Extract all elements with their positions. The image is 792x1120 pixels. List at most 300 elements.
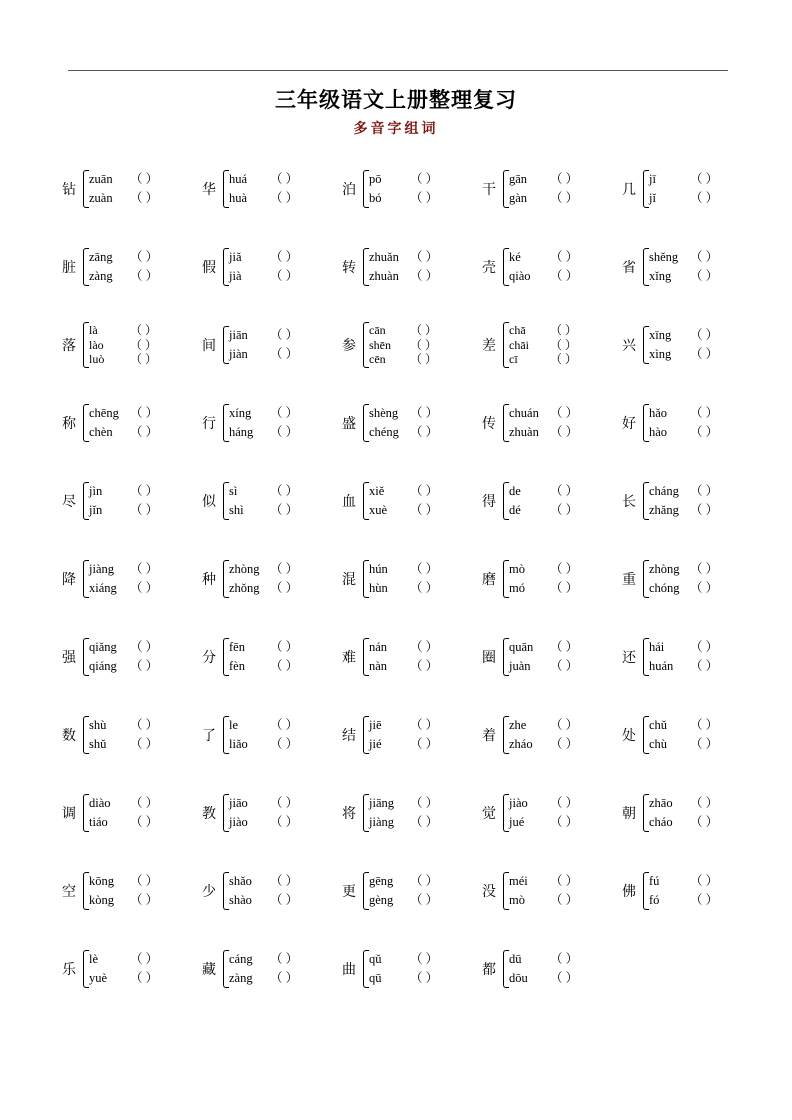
pinyin-label: jìn: [89, 483, 103, 498]
answer-blank[interactable]: （ ）: [410, 873, 439, 888]
answer-blank[interactable]: （ ）: [410, 249, 439, 264]
pinyin-label: lè: [89, 951, 99, 966]
brace-bracket: [80, 164, 88, 214]
answer-blank[interactable]: （ ）: [130, 269, 159, 283]
answer-blank[interactable]: （ ）: [550, 171, 579, 186]
pinyin-label: xuè: [369, 503, 388, 517]
pinyin-label: méi: [509, 873, 528, 888]
character-head: 好: [622, 417, 636, 432]
answer-blank[interactable]: （ ）: [550, 737, 579, 751]
reading-entry: [89, 891, 198, 910]
reading-list: [229, 700, 338, 770]
reading-entry: [649, 794, 758, 813]
character-head: 着: [482, 729, 496, 744]
brace-bracket: [220, 242, 228, 292]
brace-bracket: [640, 398, 648, 448]
character-head: 称: [62, 417, 76, 432]
pinyin-label: jiǎ: [229, 249, 242, 264]
pinyin-label: zàng: [89, 269, 113, 283]
polyphone-row: [58, 386, 758, 460]
answer-blank[interactable]: （ ）: [550, 659, 579, 673]
answer-blank[interactable]: （ ）: [130, 659, 159, 673]
polyphone-group: [338, 698, 478, 772]
reading-entry: [369, 891, 478, 910]
answer-blank[interactable]: （ ）: [270, 639, 299, 654]
answer-blank[interactable]: （ ）: [690, 737, 719, 751]
reading-entry: [229, 404, 338, 423]
answer-blank[interactable]: （ ）: [270, 873, 299, 888]
answer-blank[interactable]: （ ）: [270, 171, 299, 186]
answer-blank[interactable]: （ ）: [270, 893, 299, 907]
reading-list: [649, 622, 758, 692]
answer-blank[interactable]: （ ）: [550, 425, 579, 439]
answer-blank[interactable]: （ ）: [690, 795, 719, 810]
reading-entry: [649, 501, 758, 520]
answer-blank[interactable]: （ ）: [550, 717, 579, 732]
brace-bracket: [220, 866, 228, 916]
answer-blank[interactable]: （ ）: [130, 323, 158, 338]
brace-bracket: [220, 554, 228, 604]
character-head: 传: [482, 417, 496, 432]
answer-blank[interactable]: （ ）: [550, 795, 579, 810]
answer-blank[interactable]: （ ）: [690, 327, 719, 342]
reading-entry: [369, 482, 478, 501]
answer-blank[interactable]: （ ）: [690, 581, 719, 595]
reading-entry: [89, 813, 198, 832]
reading-entry: [229, 345, 338, 364]
brace-bracket: [80, 554, 88, 604]
answer-blank[interactable]: （ ）: [270, 405, 299, 420]
character-head: 乐: [62, 963, 76, 978]
reading-entry: [89, 716, 198, 735]
answer-blank[interactable]: （ ）: [270, 269, 299, 283]
answer-blank[interactable]: （ ）: [690, 347, 719, 361]
polyphone-row: [58, 542, 758, 616]
reading-entry: [229, 170, 338, 189]
brace-bracket: [220, 164, 228, 214]
polyphone-group: [338, 152, 478, 226]
pinyin-label: yuè: [89, 971, 108, 985]
answer-blank[interactable]: （ ）: [270, 971, 299, 985]
reading-entry: [509, 482, 618, 501]
polyphone-group: [338, 308, 478, 382]
polyphone-group: [198, 698, 338, 772]
reading-entry: [509, 891, 618, 910]
answer-blank[interactable]: （ ）: [410, 815, 439, 829]
brace-bracket: [80, 242, 88, 292]
character-head: 干: [482, 183, 496, 198]
answer-blank[interactable]: （ ）: [130, 337, 158, 352]
pinyin-label: zàng: [229, 971, 253, 985]
answer-blank[interactable]: （ ）: [410, 717, 439, 732]
pinyin-label: jī: [649, 171, 656, 186]
answer-blank[interactable]: （ ）: [410, 561, 439, 576]
answer-blank[interactable]: （ ）: [690, 405, 719, 420]
answer-blank[interactable]: （ ）: [550, 581, 579, 595]
answer-blank[interactable]: （ ）: [690, 815, 719, 829]
answer-blank[interactable]: （ ）: [690, 659, 719, 673]
answer-blank[interactable]: （ ）: [550, 503, 579, 517]
answer-blank[interactable]: （ ）: [690, 483, 719, 498]
character-head: 强: [62, 651, 76, 666]
answer-blank[interactable]: （ ）: [550, 352, 578, 367]
answer-blank[interactable]: （ ）: [690, 269, 719, 283]
reading-list: [89, 934, 198, 1004]
polyphone-group: [58, 698, 198, 772]
reading-entry: [229, 950, 338, 969]
character-head: 差: [482, 339, 496, 354]
pinyin-label: xīng: [649, 327, 672, 342]
answer-blank[interactable]: （ ）: [270, 795, 299, 810]
answer-blank[interactable]: （ ）: [690, 893, 719, 907]
answer-blank[interactable]: （ ）: [130, 171, 159, 186]
polyphone-group: [58, 386, 198, 460]
polyphone-row: [58, 776, 758, 850]
pinyin-label: jiàng: [369, 815, 394, 829]
pinyin-label: chù: [649, 737, 668, 751]
reading-list: [509, 544, 618, 614]
answer-blank[interactable]: （ ）: [410, 951, 439, 966]
reading-entry: [649, 872, 758, 891]
reading-list: [509, 232, 618, 302]
polyphone-group: [478, 932, 618, 1006]
reading-list: [509, 934, 618, 1004]
character-head: 壳: [482, 261, 496, 276]
pinyin-label: qiào: [509, 269, 531, 283]
character-head: 转: [342, 261, 356, 276]
brace-bracket: [500, 398, 508, 448]
character-head: 藏: [202, 963, 216, 978]
answer-blank[interactable]: （ ）: [410, 581, 439, 595]
reading-entry: [369, 248, 478, 267]
answer-blank[interactable]: （ ）: [410, 269, 439, 283]
reading-list: [229, 232, 338, 302]
pinyin-label: shào: [229, 893, 252, 907]
answer-blank[interactable]: （ ）: [410, 405, 439, 420]
character-head: 长: [622, 495, 636, 510]
pinyin-label: fèn: [229, 659, 245, 673]
reading-entry: [89, 338, 198, 353]
polyphone-row: [58, 698, 758, 772]
answer-blank[interactable]: （ ）: [550, 249, 579, 264]
answer-blank[interactable]: （ ）: [130, 717, 159, 732]
reading-entry: [369, 813, 478, 832]
reading-entry: [649, 267, 758, 286]
answer-blank[interactable]: （ ）: [270, 951, 299, 966]
answer-blank[interactable]: （ ）: [130, 795, 159, 810]
reading-entry: [369, 950, 478, 969]
reading-list: [649, 232, 758, 302]
answer-blank[interactable]: （ ）: [130, 352, 158, 367]
answer-blank[interactable]: （ ）: [410, 483, 439, 498]
reading-entry: [509, 813, 618, 832]
answer-blank[interactable]: （ ）: [270, 503, 299, 517]
character-head: 分: [202, 651, 216, 666]
answer-blank[interactable]: （ ）: [270, 249, 299, 264]
pinyin-label: chā: [509, 323, 526, 338]
answer-blank[interactable]: （ ）: [550, 337, 578, 352]
answer-blank[interactable]: （ ）: [270, 327, 299, 342]
character-head: 没: [482, 885, 496, 900]
answer-blank[interactable]: （ ）: [270, 347, 299, 361]
answer-blank[interactable]: （ ）: [130, 425, 159, 439]
reading-entry: [649, 813, 758, 832]
answer-blank[interactable]: （ ）: [550, 951, 579, 966]
reading-entry: [509, 969, 618, 988]
reading-entry: [369, 657, 478, 676]
answer-blank[interactable]: （ ）: [270, 561, 299, 576]
polyphone-group: [198, 152, 338, 226]
brace-bracket: [360, 320, 368, 370]
pinyin-label: chuán: [509, 405, 539, 420]
character-head: 参: [342, 339, 356, 354]
brace-bracket: [360, 242, 368, 292]
reading-entry: [89, 170, 198, 189]
answer-blank[interactable]: （ ）: [550, 191, 579, 205]
reading-entry: [369, 338, 478, 353]
brace-bracket: [220, 398, 228, 448]
answer-blank[interactable]: （ ）: [410, 737, 439, 751]
brace-bracket: [500, 476, 508, 526]
polyphone-group: [58, 854, 198, 928]
reading-list: [369, 154, 478, 224]
reading-entry: [89, 404, 198, 423]
brace-bracket: [80, 788, 88, 838]
pinyin-label: xǐng: [649, 269, 672, 283]
reading-entry: [649, 638, 758, 657]
polyphone-grid: [58, 152, 758, 1010]
answer-blank[interactable]: （ ）: [550, 483, 579, 498]
polyphone-group: [478, 698, 618, 772]
character-head: 盛: [342, 417, 356, 432]
pinyin-label: fó: [649, 893, 660, 907]
answer-blank[interactable]: （ ）: [270, 191, 299, 205]
reading-entry: [509, 794, 618, 813]
reading-list: [369, 856, 478, 926]
character-head: 兴: [622, 339, 636, 354]
pinyin-label: shèng: [369, 405, 399, 420]
answer-blank[interactable]: （ ）: [690, 717, 719, 732]
reading-entry: [509, 716, 618, 735]
reading-entry: [229, 813, 338, 832]
answer-blank[interactable]: （ ）: [550, 971, 579, 985]
pinyin-label: zāng: [89, 249, 113, 264]
answer-blank[interactable]: （ ）: [550, 269, 579, 283]
brace-bracket: [220, 710, 228, 760]
answer-blank[interactable]: （ ）: [130, 483, 159, 498]
pinyin-label: jiē: [369, 717, 382, 732]
character-head: 泊: [342, 183, 356, 198]
reading-entry: [369, 579, 478, 598]
answer-blank[interactable]: （ ）: [270, 737, 299, 751]
brace-bracket: [360, 554, 368, 604]
answer-blank[interactable]: （ ）: [410, 425, 439, 439]
answer-blank[interactable]: （ ）: [690, 425, 719, 439]
pinyin-label: mò: [509, 893, 525, 907]
reading-list: [369, 466, 478, 536]
pinyin-label: shěng: [649, 249, 679, 264]
reading-entry: [229, 657, 338, 676]
reading-entry: [229, 189, 338, 208]
answer-blank[interactable]: （ ）: [690, 191, 719, 205]
answer-blank[interactable]: （ ）: [130, 951, 159, 966]
answer-blank[interactable]: （ ）: [130, 639, 159, 654]
pinyin-label: cān: [369, 323, 386, 338]
polyphone-group: [58, 776, 198, 850]
polyphone-group: [618, 386, 758, 460]
brace-bracket: [500, 788, 508, 838]
answer-blank[interactable]: （ ）: [270, 483, 299, 498]
reading-entry: [369, 638, 478, 657]
reading-entry: [649, 170, 758, 189]
brace-bracket: [500, 320, 508, 370]
answer-blank[interactable]: （ ）: [550, 323, 578, 338]
character-head: 似: [202, 495, 216, 510]
answer-blank[interactable]: （ ）: [690, 249, 719, 264]
pinyin-label: fēn: [229, 639, 245, 654]
answer-blank[interactable]: （ ）: [410, 337, 438, 352]
answer-blank[interactable]: （ ）: [130, 815, 159, 829]
answer-blank[interactable]: （ ）: [130, 893, 159, 907]
answer-blank[interactable]: （ ）: [690, 873, 719, 888]
brace-bracket: [360, 788, 368, 838]
pinyin-label: xíng: [229, 405, 252, 420]
answer-blank[interactable]: （ ）: [550, 639, 579, 654]
reading-entry: [509, 404, 618, 423]
answer-blank[interactable]: （ ）: [410, 639, 439, 654]
polyphone-group: [618, 308, 758, 382]
answer-blank[interactable]: （ ）: [130, 873, 159, 888]
reading-entry: [229, 579, 338, 598]
reading-list: [369, 388, 478, 458]
reading-entry: [369, 404, 478, 423]
reading-entry: [89, 950, 198, 969]
answer-blank[interactable]: （ ）: [130, 561, 159, 576]
answer-blank[interactable]: （ ）: [130, 503, 159, 517]
character-head: 还: [622, 651, 636, 666]
answer-blank[interactable]: （ ）: [410, 191, 439, 205]
character-head: 圈: [482, 651, 496, 666]
answer-blank[interactable]: （ ）: [550, 815, 579, 829]
polyphone-group: [478, 542, 618, 616]
polyphone-group: [618, 698, 758, 772]
pinyin-label: pō: [369, 171, 382, 186]
brace-bracket: [640, 164, 648, 214]
reading-entry: [509, 170, 618, 189]
answer-blank[interactable]: （ ）: [410, 795, 439, 810]
answer-blank[interactable]: （ ）: [410, 971, 439, 985]
pinyin-label: qū: [369, 971, 382, 985]
reading-entry: [649, 189, 758, 208]
answer-blank[interactable]: （ ）: [130, 191, 159, 205]
polyphone-group: [338, 464, 478, 538]
answer-blank[interactable]: （ ）: [410, 659, 439, 673]
answer-blank[interactable]: （ ）: [270, 815, 299, 829]
answer-blank[interactable]: （ ）: [410, 171, 439, 186]
reading-entry: [369, 189, 478, 208]
reading-entry: [509, 735, 618, 754]
reading-list: [509, 154, 618, 224]
brace-bracket: [360, 164, 368, 214]
polyphone-group: [338, 854, 478, 928]
pinyin-label: gān: [509, 171, 528, 186]
character-head: 脏: [62, 261, 76, 276]
pinyin-label: xìng: [649, 347, 672, 361]
pinyin-label: jié: [369, 737, 382, 751]
reading-entry: [509, 501, 618, 520]
answer-blank[interactable]: （ ）: [130, 737, 159, 751]
reading-entry: [89, 969, 198, 988]
answer-blank[interactable]: （ ）: [270, 659, 299, 673]
answer-blank[interactable]: （ ）: [130, 971, 159, 985]
answer-blank[interactable]: （ ）: [410, 323, 438, 338]
answer-blank[interactable]: （ ）: [410, 503, 439, 517]
pinyin-label: liǎo: [229, 737, 248, 751]
polyphone-group: [198, 542, 338, 616]
reading-entry: [89, 560, 198, 579]
character-head: 调: [62, 807, 76, 822]
polyphone-group: [198, 230, 338, 304]
reading-entry: [509, 657, 618, 676]
reading-entry: [509, 950, 618, 969]
answer-blank[interactable]: （ ）: [550, 561, 579, 576]
character-head: 将: [342, 807, 356, 822]
polyphone-group: [58, 308, 198, 382]
answer-blank[interactable]: （ ）: [550, 893, 579, 907]
answer-blank[interactable]: （ ）: [690, 561, 719, 576]
reading-entry: [509, 248, 618, 267]
character-head: 结: [342, 729, 356, 744]
reading-entry: [229, 267, 338, 286]
answer-blank[interactable]: （ ）: [130, 581, 159, 595]
pinyin-label: kòng: [89, 893, 114, 907]
brace-bracket: [640, 320, 648, 370]
reading-entry: [89, 423, 198, 442]
polyphone-group: [58, 542, 198, 616]
pinyin-label: cháng: [649, 483, 679, 498]
answer-blank[interactable]: （ ）: [410, 893, 439, 907]
answer-blank[interactable]: （ ）: [550, 405, 579, 420]
answer-blank[interactable]: （ ）: [270, 717, 299, 732]
reading-entry: [89, 189, 198, 208]
reading-list: [89, 544, 198, 614]
answer-blank[interactable]: （ ）: [130, 405, 159, 420]
polyphone-group: [338, 230, 478, 304]
pinyin-label: xiě: [369, 483, 385, 498]
pinyin-label: hái: [649, 639, 665, 654]
character-head: 教: [202, 807, 216, 822]
pinyin-label: qiáng: [89, 659, 117, 673]
reading-list: [649, 778, 758, 848]
answer-blank[interactable]: （ ）: [410, 352, 438, 367]
character-head: 朝: [622, 807, 636, 822]
answer-blank[interactable]: （ ）: [690, 503, 719, 517]
answer-blank[interactable]: （ ）: [270, 581, 299, 595]
reading-entry: [649, 735, 758, 754]
pinyin-label: cháo: [649, 815, 673, 829]
answer-blank[interactable]: （ ）: [690, 171, 719, 186]
polyphone-group: [618, 464, 758, 538]
answer-blank[interactable]: （ ）: [550, 873, 579, 888]
brace-bracket: [500, 710, 508, 760]
brace-bracket: [80, 944, 88, 994]
answer-blank[interactable]: （ ）: [690, 639, 719, 654]
reading-entry: [229, 716, 338, 735]
pinyin-label: chǔ: [649, 717, 668, 732]
reading-list: [89, 622, 198, 692]
answer-blank[interactable]: （ ）: [130, 249, 159, 264]
answer-blank[interactable]: （ ）: [270, 425, 299, 439]
